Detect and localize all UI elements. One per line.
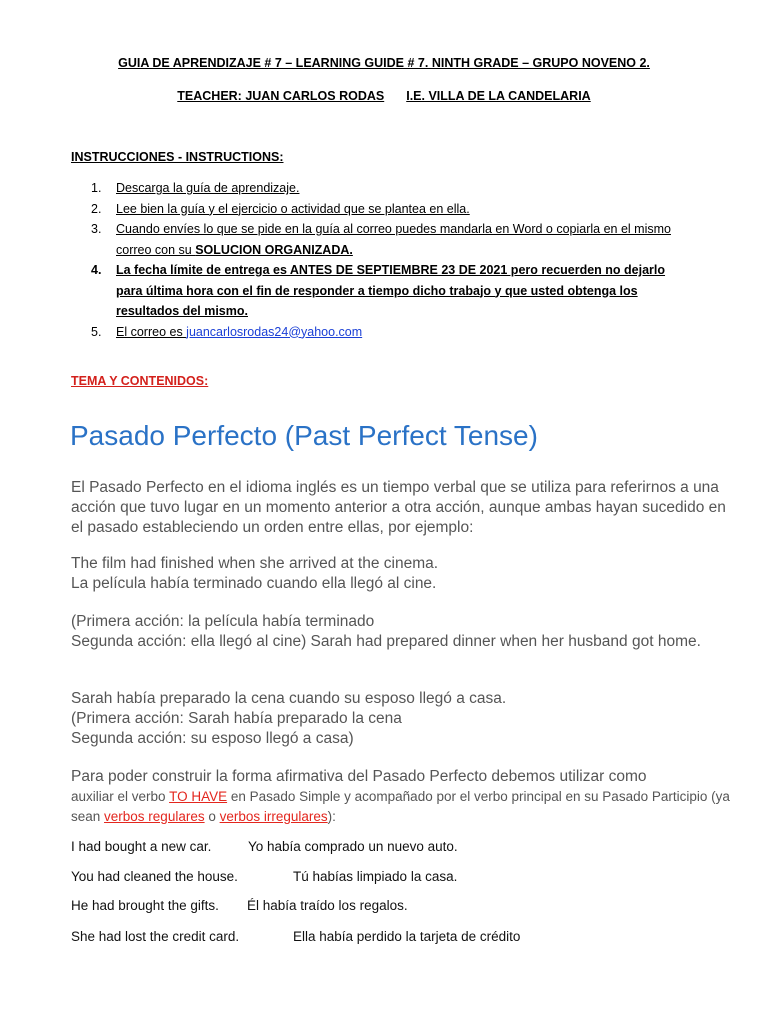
example-sentence-en: The film had finished when she arrived at the cinema. [71, 555, 439, 572]
construction-paragraph [71, 767, 731, 827]
page-title: Pasado Perfecto (Past Perfect Tense) [70, 420, 538, 451]
school-name: I.E. VILLA DE LA CANDELARIA [406, 89, 591, 103]
example-sentence-es: La película había terminado cuando ella llegó al cine. [71, 575, 437, 592]
construction-text: auxiliar el verbo [71, 789, 170, 804]
instruction-item [91, 260, 691, 322]
email-link[interactable]: juancarlosrodas24@yahoo.com [186, 324, 363, 339]
construction-text: o [204, 809, 220, 824]
instruction-item [91, 322, 691, 343]
explanation-paragraph [71, 612, 731, 652]
item-number: 5. [91, 324, 102, 339]
instruction-item [91, 178, 691, 199]
construction-text: ): [327, 809, 336, 824]
example-en: You had cleaned the house. [71, 869, 238, 884]
guide-header-teacher [0, 89, 768, 103]
instruction-item [91, 199, 691, 220]
construction-body [71, 789, 730, 824]
item-number: 1. [91, 181, 102, 195]
item-text: El correo es [116, 324, 187, 339]
item-text [116, 222, 671, 257]
guide-header-title: GUIA DE APRENDIZAJE # 7 – LEARNING GUIDE # 7. NINTH GRADE – GRUPO NOVENO 2. [118, 56, 650, 70]
item-text: Lee bien la guía y el ejercicio o actividad que se plantea en ella. [116, 201, 470, 216]
example-paragraph [71, 554, 731, 594]
example-en: I had bought a new car. [71, 839, 212, 854]
example-en: He had brought the gifts. [71, 898, 219, 913]
teacher-name: TEACHER: JUAN CARLOS RODAS [177, 89, 385, 103]
item-text-body: Cuando envíes lo que se pide en la guía al correo puedes mandarla en Word o copiarla en el mismo correo con su [116, 222, 671, 257]
example-es: Ella había perdido la tarjeta de crédito [293, 929, 521, 944]
to-have-link[interactable]: TO HAVE [169, 789, 228, 804]
regular-verbs-link[interactable]: verbos regulares [104, 809, 205, 824]
item-text: Descarga la guía de aprendizaje. [116, 181, 300, 195]
explanation-line: Segunda acción: ella llegó al cine) Sarah had prepared dinner when her husband got home. [71, 633, 701, 650]
explanation-line: (Primera acción: Sarah había preparado la cena [71, 710, 402, 727]
instructions-title: INSTRUCCIONES - INSTRUCTIONS: [71, 150, 284, 164]
example-row [71, 929, 521, 944]
example-row [71, 869, 458, 884]
explanation-line: Segunda acción: su esposo llegó a casa) [71, 730, 354, 747]
example-row [71, 898, 408, 913]
explanation-paragraph [71, 689, 731, 749]
explanation-line: Sarah había preparado la cena cuando su esposo llegó a casa. [71, 690, 507, 707]
item-number: 2. [91, 201, 102, 216]
example-es: Yo había comprado un nuevo auto. [248, 839, 458, 854]
construction-lead: Para poder construir la forma afirmativa del Pasado Perfecto debemos utilizar como [71, 768, 647, 785]
instructions-list [91, 178, 691, 342]
item-text-bold: SOLUCION ORGANIZADA. [195, 242, 353, 257]
irregular-verbs-link[interactable]: verbos irregulares [219, 809, 328, 824]
explanation-line: (Primera acción: la película había terminado [71, 613, 375, 630]
item-text: La fecha límite de entrega es ANTES DE SEPTIEMBRE 23 DE 2021 pero recuerden no dejarlo para última hora con el fin de responder a tiempo dicho trabajo y que usted obtenga los resultados del mismo. [116, 263, 666, 318]
section-title: TEMA Y CONTENIDOS: [71, 374, 209, 388]
item-number: 3. [91, 222, 102, 236]
item-number: 4. [91, 263, 102, 277]
construction-text: en Pasado Simple y acompañado por el verbo principal en su Pasado Participio (ya sean [71, 789, 730, 824]
example-en: She had lost the credit card. [71, 929, 240, 944]
example-es: Él había traído los regalos. [247, 898, 408, 913]
example-row [71, 839, 458, 854]
instruction-item [91, 219, 691, 260]
example-es: Tú habías limpiado la casa. [293, 869, 458, 884]
intro-paragraph: El Pasado Perfecto en el idioma inglés es un tiempo verbal que se utiliza para referirnos a una acción que tuvo lugar en un momento anterior a otra acción, aunque ambas hayan sucedido en el pasado estableciendo un orden entre ellas, por ejemplo: [71, 479, 726, 536]
